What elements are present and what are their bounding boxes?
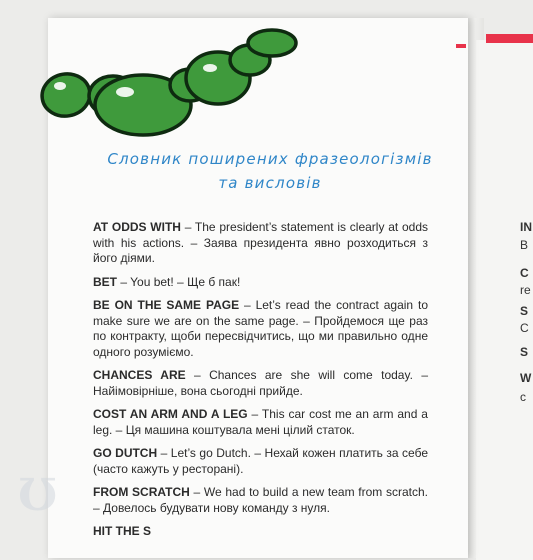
entry-text: – Let’s read the contract again to make sure we are on the same page. – Пройдемося ще раз по контракту, щоби пересвідчитись, що ми правильно одне одного розуміємо. <box>93 298 428 359</box>
right-page-fragment: re <box>520 283 531 297</box>
glossary-entry <box>93 220 428 267</box>
right-page-fragment: W <box>520 371 532 385</box>
right-page-fragment: C <box>520 321 529 335</box>
right-page-fragment: B <box>520 238 529 252</box>
entry-term: BE ON THE SAME PAGE <box>93 298 240 312</box>
right-page-fragment: C <box>520 266 529 280</box>
right-page-fragment: c <box>520 390 526 404</box>
entry-term: HIT THE S <box>93 524 152 538</box>
glossary-entries <box>93 220 428 548</box>
right-page-fragment: S <box>520 345 529 359</box>
entry-text: – This car cost me an arm and a leg. – Ця машина коштувала мені цілий статок. <box>93 407 428 437</box>
glossary-entry <box>93 407 428 438</box>
glossary-entry <box>93 275 428 291</box>
entry-text: – Let’s go Dutch. – Нехай кожен платить за себе (часто кажуть у ресторані). <box>93 446 429 476</box>
entry-text: – Chances are she will come today. – Найімовірніше, вона сьогодні прийде. <box>93 368 428 398</box>
entry-term: GO DUTCH <box>93 446 158 460</box>
entry-text: – We had to build a new team from scratch. – Довелось будувати нову команду з нуля. <box>93 485 429 515</box>
entry-text: – You bet! – Ще б пак! <box>117 274 241 289</box>
glossary-entry <box>93 446 428 477</box>
glossary-entry <box>93 368 428 399</box>
entry-term: COST AN ARM AND A LEG <box>93 407 248 421</box>
entry-term: CHANCES ARE <box>93 368 186 382</box>
entry-term: FROM SCRATCH <box>93 485 190 499</box>
glossary-entry <box>93 485 428 516</box>
store-watermark-icon: Ʊ <box>18 470 58 521</box>
right-page-fragment: S <box>520 304 529 318</box>
right-page-fragment: IN <box>520 220 532 234</box>
page-title-line-2: та висловів <box>218 174 322 192</box>
glossary-entry <box>93 298 428 360</box>
entry-text: – The president’s statement is clearly at odds with his actions. – Заява президента явно розходиться з його діями. <box>93 220 429 265</box>
glossary-entry <box>93 524 428 540</box>
entry-term: BET <box>93 274 117 289</box>
page-title-line-1: Словник поширених фразеологізмів <box>107 150 433 168</box>
entry-term: AT ODDS WITH <box>93 220 181 234</box>
bead <box>248 30 296 56</box>
bead <box>39 70 94 120</box>
